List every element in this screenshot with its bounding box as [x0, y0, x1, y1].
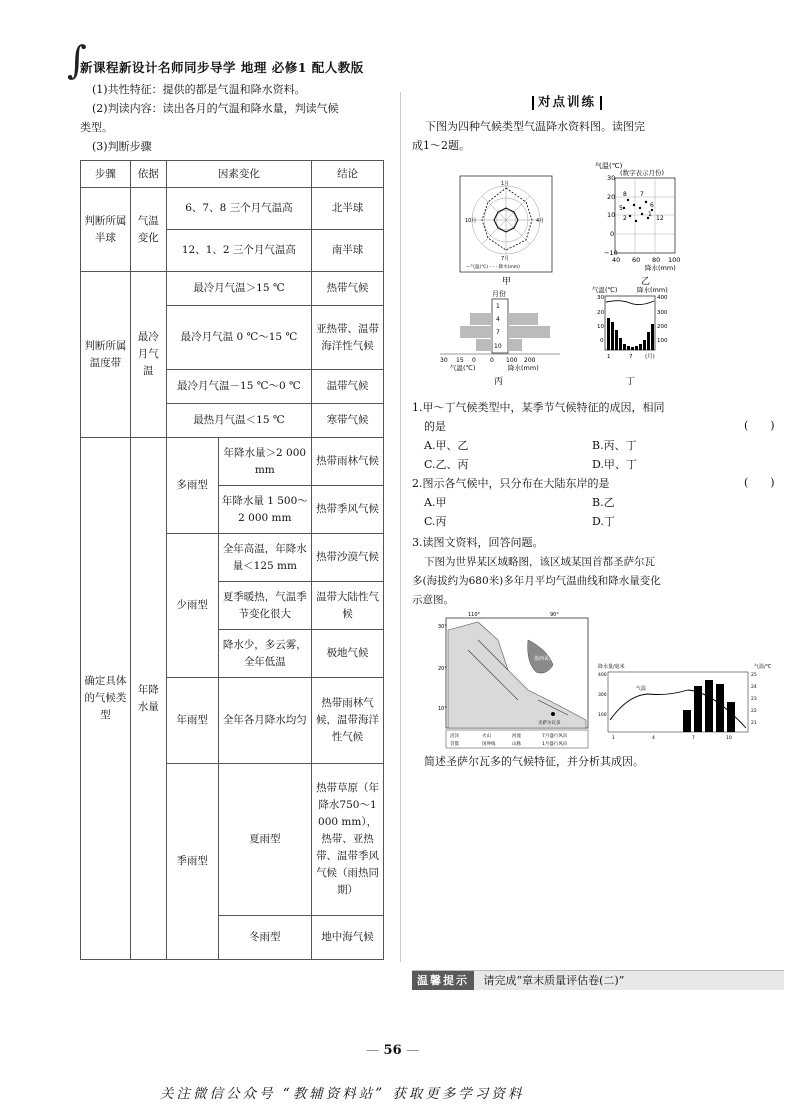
table-row — [81, 438, 384, 486]
svg-text:沼泽: 沼泽 — [450, 734, 459, 739]
svg-text:7: 7 — [640, 191, 644, 198]
cell-type: 少雨型 — [166, 534, 218, 678]
cell-cond: 最热月气温＜15 ℃ — [166, 404, 311, 438]
cell-cond: 最冷月气温＞15 ℃ — [166, 272, 311, 306]
para-2a: (2)判读内容：读出各月的气温和降水量，判读气候 — [92, 102, 339, 115]
map-city-label: 圣萨尔瓦多 — [538, 721, 561, 726]
watermark-text: 关注微信公众号 “教辅资料站” 获取更多学习资料 — [160, 1086, 525, 1102]
cell-cond: 12、1、2 三个月气温高 — [166, 230, 311, 272]
svg-text:100: 100 — [506, 357, 518, 364]
svg-text:1: 1 — [607, 354, 611, 360]
svg-text:100: 100 — [657, 338, 668, 344]
jia-legend: —气温(℃) - - - 降水(mm) — [466, 265, 520, 270]
cell-basis: 最冷月气温 — [130, 272, 166, 438]
chart-bing — [440, 289, 560, 387]
svg-text:4月: 4月 — [536, 218, 545, 224]
svg-text:12: 12 — [656, 215, 664, 222]
yi-xlabel: 降水(mm) — [645, 264, 676, 272]
climate-temp-label: 气温 — [636, 686, 647, 692]
q3-stem: 3.读图文资料，回答问题。 — [412, 536, 544, 549]
q1-stem-a: 1.甲～丁气候类型中，某季节气候特征的成因，相同 — [412, 401, 665, 414]
cell-result: 热带草原（年降水750～1 000 mm），热带、亚热带、温带季风气候（雨热同期） — [312, 764, 384, 916]
q1-option-c[interactable]: C.乙、丙 — [424, 458, 469, 471]
q3-para-1: 下图为世界某区域略图，该区域某国首都圣萨尔瓦 — [424, 556, 655, 568]
ding-ylabel-left: 气温(℃) — [592, 286, 618, 294]
svg-text:200: 200 — [524, 357, 536, 364]
q2-stem: 2.图示各气候中，只分布在大陆东岸的是 — [412, 477, 610, 490]
chart-jia — [460, 176, 552, 287]
svg-text:首都: 首都 — [450, 742, 459, 747]
svg-text:100: 100 — [598, 713, 607, 718]
jia-caption: 甲 — [502, 277, 512, 287]
cell-result: 北半球 — [312, 188, 384, 230]
svg-text:10°: 10° — [438, 706, 447, 712]
para-1: (1)共性特征：提供的都是气温和降水资料。 — [92, 83, 306, 96]
svg-text:−10: −10 — [604, 249, 618, 257]
salvador-climate-chart — [598, 663, 772, 741]
svg-text:0: 0 — [472, 357, 476, 364]
svg-text:1: 1 — [612, 736, 615, 741]
th-basis: 依据 — [130, 161, 166, 188]
svg-text:10月: 10月 — [465, 218, 477, 224]
svg-text:300: 300 — [657, 310, 668, 316]
yi-note: (数字表示月份) — [620, 169, 665, 177]
ding-caption: 丁 — [626, 377, 636, 387]
cell-cond: 夏季暖热，气温季节变化很大 — [218, 582, 312, 630]
cell-type: 年雨型 — [166, 678, 218, 764]
tip-tag: 温馨提示 — [412, 971, 474, 990]
q1-option-b[interactable]: B.丙、丁 — [592, 439, 637, 452]
climate-right-label: 气温/℃ — [754, 664, 772, 670]
q3-ask: 简述圣萨尔瓦多的气候特征，并分析其成因。 — [424, 755, 644, 768]
para-2b: 类型。 — [80, 121, 113, 134]
cell-cond: 全年高温，年降水量＜125 mm — [218, 534, 312, 582]
para-3: (3)判断步骤 — [92, 140, 152, 153]
q2-option-c[interactable]: C.丙 — [424, 515, 447, 528]
svg-text:河流: 河流 — [512, 734, 521, 739]
svg-text:400: 400 — [598, 673, 607, 678]
svg-text:30: 30 — [597, 295, 604, 301]
cell-cond: 降水少，多云雾，全年低温 — [218, 630, 312, 678]
svg-text:24: 24 — [751, 685, 757, 690]
chart-ding — [592, 285, 668, 387]
map-sea-label: 墨西哥湾 — [534, 656, 555, 662]
q3-para-3: 示意图。 — [412, 594, 454, 606]
svg-text:0: 0 — [490, 357, 494, 364]
yi-ylabel: 气温(℃) — [595, 162, 623, 170]
svg-text:火山: 火山 — [482, 734, 491, 739]
svg-text:23: 23 — [751, 697, 757, 702]
svg-text:2: 2 — [623, 215, 627, 222]
cell-type: 季雨型 — [166, 764, 218, 960]
intro-line-1: 下图为四种气候类型气温降水资料图。读图完 — [425, 120, 645, 133]
q1-option-d[interactable]: D.甲、丁 — [592, 458, 637, 471]
svg-text:山脉: 山脉 — [512, 742, 521, 747]
steps-table — [80, 160, 384, 960]
svg-text:8: 8 — [623, 191, 627, 198]
bing-xlabel-left: 气温(℃) — [450, 364, 476, 372]
table-row — [81, 272, 384, 306]
svg-text:400: 400 — [657, 295, 668, 301]
cell-result: 极地气候 — [312, 630, 384, 678]
svg-text:0: 0 — [610, 230, 615, 238]
svg-text:21: 21 — [751, 721, 757, 726]
svg-text:7: 7 — [496, 329, 500, 336]
q2-option-b[interactable]: B.乙 — [592, 496, 615, 509]
svg-text:5: 5 — [619, 205, 623, 212]
cell-step: 确定具体的气候类型 — [81, 438, 131, 960]
svg-text:110°: 110° — [468, 612, 481, 618]
cell-result: 温带气候 — [312, 370, 384, 404]
svg-text:10: 10 — [607, 211, 616, 219]
cell-result: 热带气候 — [312, 272, 384, 306]
q3-para-2: 多(海拔约为680米)多年月平均气温曲线和降水量变化 — [412, 575, 661, 587]
cell-step: 判断所属温度带 — [81, 272, 131, 438]
cell-cond: 年降水量 1 500～2 000 mm — [218, 486, 312, 534]
cell-result: 寒带气候 — [312, 404, 384, 438]
q1-answer-blank[interactable]: ( ) — [744, 419, 775, 432]
svg-text:10: 10 — [726, 736, 732, 741]
svg-text:1: 1 — [496, 303, 500, 310]
page-number: — 56 — — [366, 1043, 420, 1058]
svg-text:30°: 30° — [438, 624, 447, 630]
svg-text:25: 25 — [751, 673, 757, 678]
table-header-row — [81, 161, 384, 188]
cell-cond: 年降水量＞2 000 mm — [218, 438, 312, 486]
cell-result: 热带雨林气候，温带海洋性气候 — [312, 678, 384, 764]
cell-result: 热带雨林气候 — [312, 438, 384, 486]
bing-month: 月份 — [492, 290, 506, 298]
chart-yi — [595, 161, 680, 287]
climate-left-label: 降水量/毫米 — [598, 664, 625, 670]
q1-option-a[interactable]: A.甲、乙 — [424, 439, 469, 452]
svg-text:1月: 1月 — [501, 181, 510, 187]
svg-text:15: 15 — [456, 357, 464, 364]
cell-result: 温带大陆性气候 — [312, 582, 384, 630]
ding-ylabel-right: 降水(mm) — [637, 286, 668, 294]
svg-text:4: 4 — [496, 316, 500, 323]
yi-caption: 乙 — [641, 277, 651, 287]
cell-cond: 全年各月降水均匀 — [218, 678, 312, 764]
svg-text:100: 100 — [668, 256, 681, 264]
region-map-figure — [438, 610, 783, 750]
running-header: 新课程新设计名师同步导学 地理 必修1 配人教版 — [80, 60, 364, 75]
svg-text:10: 10 — [597, 324, 604, 330]
brace-decoration: ∫ — [67, 38, 87, 82]
cell-cond: 冬雨型 — [218, 916, 312, 960]
intro-line-2: 成1～2题。 — [412, 139, 470, 152]
cell-basis: 年降水量 — [130, 438, 166, 960]
svg-text:4: 4 — [652, 736, 655, 741]
cell-result: 亚热带、温带海洋性气候 — [312, 306, 384, 370]
svg-text:40: 40 — [612, 256, 621, 264]
tip-bar — [412, 970, 784, 990]
svg-text:国界线: 国界线 — [482, 742, 496, 747]
svg-text:60: 60 — [632, 256, 641, 264]
ding-xlabel: (月) — [645, 354, 655, 360]
bing-caption: 丙 — [494, 377, 504, 387]
th-step: 步骤 — [81, 161, 131, 188]
svg-text:90°: 90° — [550, 612, 559, 618]
region-map — [438, 612, 588, 748]
svg-text:7: 7 — [629, 354, 633, 360]
svg-text:20°: 20° — [438, 666, 447, 672]
svg-text:20: 20 — [607, 193, 616, 201]
cell-result: 南半球 — [312, 230, 384, 272]
q2-option-d[interactable]: D.丁 — [592, 515, 615, 528]
svg-text:7月盛行风向: 7月盛行风向 — [542, 734, 568, 739]
svg-text:300: 300 — [598, 693, 607, 698]
svg-text:20: 20 — [597, 310, 604, 316]
cell-result: 热带沙漠气候 — [312, 534, 384, 582]
svg-text:1月盛行风向: 1月盛行风向 — [542, 742, 568, 747]
th-result: 结论 — [312, 161, 384, 188]
cell-cond: 6、7、8 三个月气温高 — [166, 188, 311, 230]
svg-text:1: 1 — [648, 211, 652, 218]
cell-result: 热带季风气候 — [312, 486, 384, 534]
cell-type: 多雨型 — [166, 438, 218, 534]
svg-text:30: 30 — [607, 174, 616, 182]
svg-text:22: 22 — [751, 709, 757, 714]
capital-marker — [551, 712, 555, 716]
q2-answer-blank[interactable]: ( ) — [744, 476, 775, 489]
svg-text:80: 80 — [652, 256, 661, 264]
cell-cond: 夏雨型 — [218, 764, 312, 916]
tip-text: 请完成“章末质量评估卷(二)” — [483, 974, 625, 987]
svg-text:30: 30 — [440, 357, 448, 364]
svg-text:6: 6 — [650, 202, 654, 209]
cell-step: 判断所属半球 — [81, 188, 131, 272]
svg-text:7月: 7月 — [501, 256, 510, 262]
cell-result: 地中海气候 — [312, 916, 384, 960]
q1-stem-b: 的是 — [424, 420, 446, 433]
cell-cond: 最冷月气温－15 ℃～0 ℃ — [166, 370, 311, 404]
svg-text:0: 0 — [600, 338, 604, 344]
column-divider — [400, 92, 401, 962]
climate-figures — [410, 158, 785, 390]
bing-xlabel-right: 降水(mm) — [508, 364, 539, 372]
cell-cond: 最冷月气温 0 ℃～15 ℃ — [166, 306, 311, 370]
svg-text:200: 200 — [657, 324, 668, 330]
svg-text:7: 7 — [692, 736, 695, 741]
cell-basis: 气温变化 — [130, 188, 166, 272]
svg-text:10: 10 — [494, 343, 502, 350]
table-row — [81, 188, 384, 230]
th-factor: 因素变化 — [166, 161, 311, 188]
section-title: 对点训练 — [528, 92, 606, 110]
q2-option-a[interactable]: A.甲 — [424, 496, 447, 509]
